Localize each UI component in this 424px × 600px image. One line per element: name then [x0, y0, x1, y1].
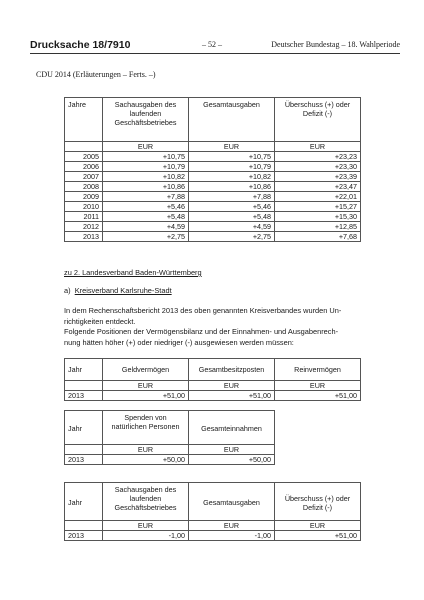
year-cell: 2005	[65, 152, 103, 162]
table-row	[65, 455, 275, 465]
table-cell	[65, 521, 103, 531]
unit-cell: EUR	[189, 142, 275, 152]
table-row	[65, 202, 361, 212]
value-cell: +10,75	[189, 152, 275, 162]
table-row	[65, 212, 361, 222]
value-cell: +10,79	[189, 162, 275, 172]
assets-table	[64, 358, 361, 401]
value-cell: +50,00	[103, 455, 189, 465]
paragraph-discovery: In dem Rechenschaftsbericht 2013 des oben genannten Kreisverbandes wurden Un- richtigkeiten entdeckt. Folgende Positionen der Vermögensbilanz und der Einnahmen- und Ausgabenrech- nung hätten höher (+) oder niedriger (-) ausgewiesen werden müssen:	[64, 306, 342, 347]
value-cell: +5,46	[189, 202, 275, 212]
value-cell: +2,75	[103, 232, 189, 242]
table-header: Sachausgaben des laufenden Geschäftsbetriebes	[103, 98, 189, 142]
year-cell: 2008	[65, 182, 103, 192]
year-cell: 2009	[65, 192, 103, 202]
value-cell: +5,48	[103, 212, 189, 222]
year-cell: 2013	[65, 531, 103, 541]
value-cell: +10,82	[189, 172, 275, 182]
value-cell: +51,00	[275, 391, 361, 401]
value-cell: +23,39	[275, 172, 361, 182]
unit-cell: EUR	[189, 381, 275, 391]
year-cell: 2012	[65, 222, 103, 232]
parliament-label: Deutscher Bundestag – 18. Wahlperiode	[271, 40, 400, 49]
value-cell: +4,59	[189, 222, 275, 232]
table-header: Jahr	[65, 411, 103, 445]
table-cell	[65, 445, 103, 455]
year-cell: 2007	[65, 172, 103, 182]
value-cell: +22,01	[275, 192, 361, 202]
table-cell	[65, 381, 103, 391]
table-row	[65, 152, 361, 162]
table-header: Geldvermögen	[103, 359, 189, 381]
value-cell: +10,79	[103, 162, 189, 172]
value-cell: +15,27	[275, 202, 361, 212]
unit-cell: EUR	[103, 142, 189, 152]
income-table	[64, 410, 275, 465]
value-cell: +51,00	[189, 391, 275, 401]
table-header: Gesamtausgaben	[189, 98, 275, 142]
table-cell	[65, 142, 103, 152]
table-row	[65, 232, 361, 242]
corrections-table-2005-2013	[64, 97, 361, 242]
value-cell: +23,47	[275, 182, 361, 192]
value-cell: +10,86	[189, 182, 275, 192]
unit-cell: EUR	[103, 521, 189, 531]
year-cell: 2010	[65, 202, 103, 212]
table-row	[65, 222, 361, 232]
header-rule	[30, 53, 400, 54]
subsection-heading: zu 2. Landesverband Baden-Württemberg	[64, 268, 202, 277]
table-header: Überschuss (+) oder Defizit (-)	[275, 483, 361, 521]
unit-cell: EUR	[275, 521, 361, 531]
value-cell: +4,59	[103, 222, 189, 232]
value-cell: +23,30	[275, 162, 361, 172]
value-cell: +10,82	[103, 172, 189, 182]
document-number: Drucksache 18/7910	[30, 39, 131, 51]
table-header: Jahre	[65, 98, 103, 142]
section-title: CDU 2014 (Erläuterungen – Ferts. –)	[36, 70, 156, 79]
unit-cell: EUR	[103, 381, 189, 391]
value-cell: +12,85	[275, 222, 361, 232]
table-row	[65, 531, 361, 541]
unit-cell: EUR	[189, 445, 275, 455]
value-cell: +10,75	[103, 152, 189, 162]
unit-cell: EUR	[275, 381, 361, 391]
year-cell: 2011	[65, 212, 103, 222]
value-cell: -1,00	[103, 531, 189, 541]
value-cell: +7,88	[103, 192, 189, 202]
value-cell: +7,88	[189, 192, 275, 202]
value-cell: +23,23	[275, 152, 361, 162]
value-cell: +5,46	[103, 202, 189, 212]
table-header: Gesamtausgaben	[189, 483, 275, 521]
value-cell: +51,00	[275, 531, 361, 541]
year-cell: 2013	[65, 391, 103, 401]
year-cell: 2013	[65, 232, 103, 242]
table-header: Überschuss (+) oder Defizit (-)	[275, 98, 361, 142]
expenses-table	[64, 482, 361, 541]
value-cell: +51,00	[103, 391, 189, 401]
value-cell: +7,68	[275, 232, 361, 242]
table-header: Reinvermögen	[275, 359, 361, 381]
table-row	[65, 391, 361, 401]
year-cell: 2006	[65, 162, 103, 172]
table-header: Gesamteinnahmen	[189, 411, 275, 445]
page-header	[30, 39, 400, 53]
table-row	[65, 182, 361, 192]
unit-cell: EUR	[103, 445, 189, 455]
year-cell: 2013	[65, 455, 103, 465]
value-cell: -1,00	[189, 531, 275, 541]
table-row	[65, 192, 361, 202]
unit-cell: EUR	[275, 142, 361, 152]
table-header: Jahr	[65, 483, 103, 521]
table-row	[65, 162, 361, 172]
value-cell: +2,75	[189, 232, 275, 242]
unit-cell: EUR	[189, 521, 275, 531]
value-cell: +10,86	[103, 182, 189, 192]
table-header: Gesamtbesitzposten	[189, 359, 275, 381]
value-cell: +15,30	[275, 212, 361, 222]
subsection-a-heading: a) Kreisverband Karlsruhe-Stadt	[64, 286, 172, 295]
value-cell: +50,00	[189, 455, 275, 465]
value-cell: +5,48	[189, 212, 275, 222]
page-number: – 52 –	[202, 40, 222, 49]
table-header: Jahr	[65, 359, 103, 381]
table-header: Spenden von natürlichen Personen	[103, 411, 189, 445]
table-header: Sachausgaben des laufenden Geschäftsbetriebes	[103, 483, 189, 521]
table-row	[65, 172, 361, 182]
